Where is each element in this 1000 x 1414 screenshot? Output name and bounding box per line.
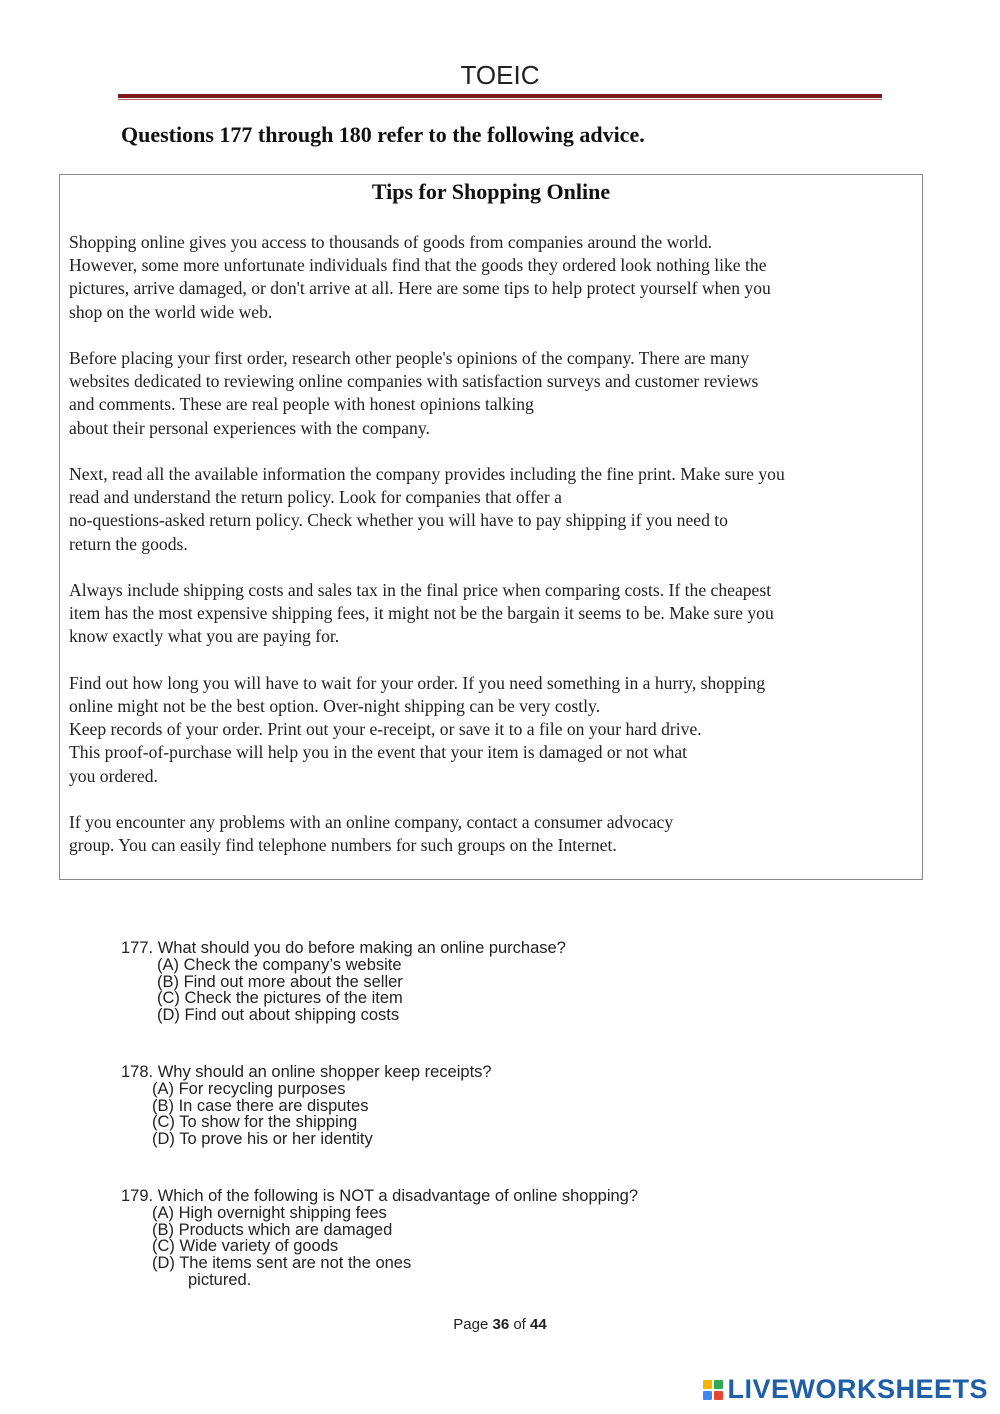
text-line: about their personal experiences with the company.	[69, 417, 430, 438]
text-line: know exactly what you are paying for.	[69, 626, 340, 647]
answer-option-a[interactable]: (A) Check the company’s website	[157, 955, 402, 974]
question-stem: 177. What should you do before making an online purchase?	[121, 939, 566, 957]
logo-text: LIVEWORKSHEETS	[727, 1374, 988, 1404]
text-line: This proof-of-purchase will help you in the event that your item is damaged or not what	[69, 742, 688, 763]
text-line: and comments. These are real people with honest opinions talking	[69, 394, 534, 415]
advice-paragraph	[69, 463, 915, 556]
text-line: online might not be the best option. Over-night shipping can be very costly.	[69, 696, 601, 716]
answer-option-c[interactable]: (C) Check the pictures of the item	[157, 989, 403, 1008]
text-line: However, some more unfortunate individuals find that the goods they ordered look nothing like the	[69, 255, 767, 276]
text-line: read and understand the return policy. Look for companies that offer a	[69, 487, 562, 508]
answer-option-b[interactable]: (B) In case there are disputes	[152, 1096, 369, 1115]
advice-paragraph	[69, 672, 915, 788]
answer-option-d[interactable]: (D) The items sent are not the ones	[152, 1254, 412, 1273]
answer-option-b[interactable]: (B) Find out more about the seller	[157, 972, 403, 991]
page-number	[0, 1316, 1000, 1333]
page-prefix: Page	[453, 1316, 493, 1333]
text-line: item has the most expensive shipping fees, it might not be the bargain it seems to be. Make sure you	[69, 603, 774, 624]
advice-paragraph	[69, 579, 915, 649]
question-179	[121, 1188, 638, 1289]
header-rule-thin	[118, 99, 882, 100]
text-line: no-questions-asked return policy. Check whether you will have to pay shipping if you need to	[69, 510, 728, 531]
question-178	[121, 1064, 638, 1148]
text-line: shop on the world wide web.	[69, 301, 273, 322]
question-stem: 179. Which of the following is NOT a disadvantage of online shopping?	[121, 1186, 639, 1205]
text-line: you ordered.	[69, 765, 158, 786]
text-line: pictures, arrive damaged, or don't arrive at all. Here are some tips to help protect yourself when you	[69, 278, 771, 299]
question-list	[121, 940, 638, 1329]
header-rule	[118, 94, 882, 98]
logo-square	[714, 1391, 723, 1400]
answer-option-a[interactable]: (A) For recycling purposes	[152, 1079, 346, 1098]
text-line: Always include shipping costs and sales tax in the final price when comparing costs. If the cheapest	[69, 580, 772, 600]
advice-paragraph	[69, 347, 915, 440]
page-total: 44	[530, 1316, 547, 1333]
text-line: Before placing your first order, research other people's opinions of the company. There are many	[69, 348, 750, 368]
advice-body	[69, 231, 915, 881]
header-title: TOEIC	[460, 60, 540, 90]
text-line: Next, read all the available information the company provides including the fine print. Make sure you	[69, 464, 785, 484]
answer-option-c[interactable]: (C) To show for the shipping	[152, 1113, 358, 1132]
section-heading: Questions 177 through 180 refer to the following advice.	[121, 122, 645, 147]
answer-option-continuation: pictured.	[188, 1270, 252, 1289]
question-stem: 178. Why should an online shopper keep receipts?	[121, 1062, 492, 1081]
answer-option-d[interactable]: (D) Find out about shipping costs	[157, 1006, 400, 1025]
advice-paragraph	[69, 811, 915, 857]
advice-paragraph	[69, 231, 915, 324]
question-177	[121, 940, 638, 1024]
text-line: If you encounter any problems with an online company, contact a consumer advocacy	[69, 812, 674, 832]
answer-option-a[interactable]: (A) High overnight shipping fees	[152, 1203, 387, 1222]
text-line: return the goods.	[69, 533, 188, 554]
text-line: Shopping online gives you access to thousands of goods from companies around the world.	[69, 232, 713, 252]
answer-option-d[interactable]: (D) To prove his or her identity	[152, 1130, 373, 1149]
logo-square	[714, 1380, 723, 1389]
text-line: group. You can easily find telephone numbers for such groups on the Internet.	[69, 835, 617, 856]
text-line: Keep records of your order. Print out your e-receipt, or save it to a file on your hard drive.	[69, 719, 702, 740]
logo-icon	[703, 1380, 723, 1400]
answer-option-c[interactable]: (C) Wide variety of goods	[152, 1237, 339, 1256]
advice-box	[59, 174, 923, 880]
logo-square	[703, 1391, 712, 1400]
advice-title: Tips for Shopping Online	[371, 179, 611, 204]
page-current: 36	[492, 1316, 510, 1333]
page-of: of	[509, 1316, 531, 1333]
answer-option-b[interactable]: (B) Products which are damaged	[152, 1220, 393, 1239]
text-line: Find out how long you will have to wait for your order. If you need something in a hurry, shopping	[69, 672, 766, 693]
liveworksheets-logo[interactable]	[703, 1374, 988, 1405]
logo-square	[703, 1380, 712, 1389]
text-line: websites dedicated to reviewing online companies with satisfaction surveys and customer reviews	[69, 371, 759, 392]
